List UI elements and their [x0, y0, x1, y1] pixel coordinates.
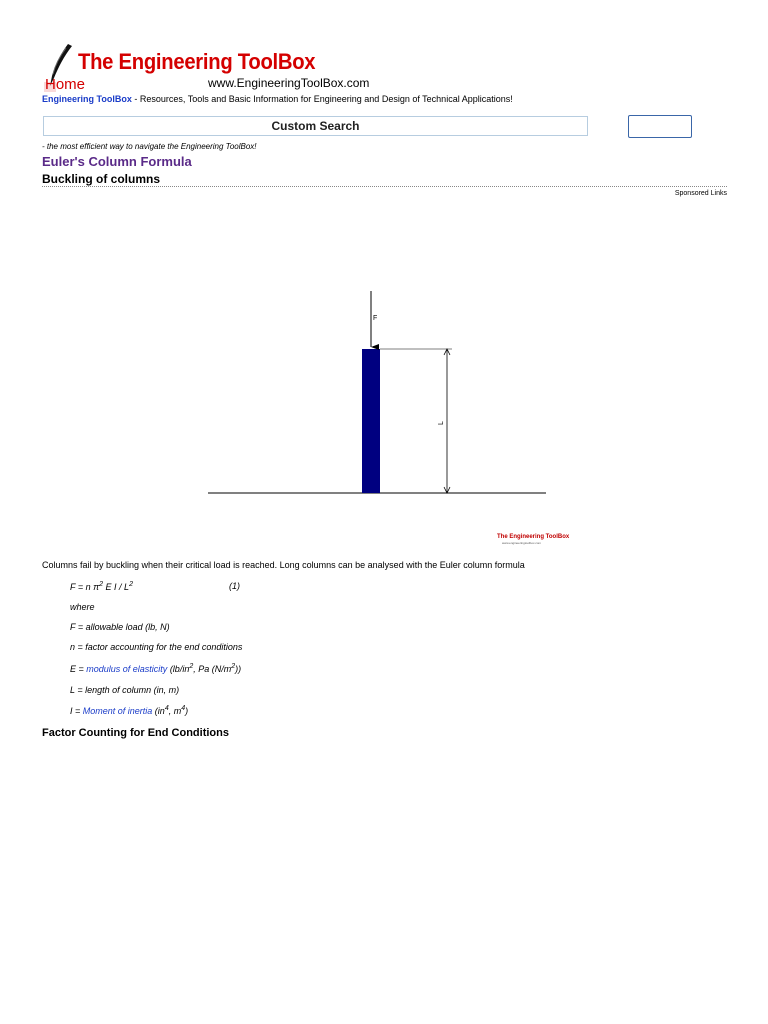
column	[362, 349, 380, 493]
divider	[42, 186, 727, 187]
definition-e: E = modulus of elasticity ($lb/in^2$, Pa $(N/m^2)$)	[70, 663, 242, 674]
custom-search-label: Custom Search	[271, 119, 360, 133]
definition-f: F = allowable load (lb, N)	[70, 622, 170, 632]
site-url: www.EngineeringToolBox.com	[208, 76, 370, 90]
column-buckling-diagram	[200, 285, 570, 545]
page-title: Euler's Column Formula	[42, 154, 192, 169]
formula-number: (1)	[229, 581, 240, 591]
definition-l: L = length of column (in, m)	[70, 685, 180, 695]
modulus-of-elasticity-link[interactable]: modulus of elasticity	[86, 664, 168, 674]
sponsored-links-label: Sponsored Links	[674, 190, 727, 197]
euler-formula: F = n $\pi^2$ E I / $L^2$	[70, 581, 133, 592]
site-tagline	[42, 94, 513, 104]
home-link[interactable]: Home	[45, 76, 86, 93]
diagram-watermark-url: www.engineeringtoolbox.com	[502, 541, 542, 545]
moment-of-inertia-link[interactable]: Moment of inertia	[82, 706, 153, 716]
length-label: L	[438, 421, 445, 425]
where-label: where	[70, 602, 95, 612]
diagram-watermark: The Engineering ToolBox	[497, 534, 570, 540]
section-heading-end-conditions: Factor Counting for End Conditions	[42, 727, 229, 739]
navigation-hint: - the most efficient way to navigate the Engineering ToolBox!	[42, 142, 257, 151]
definition-i: I = Moment of inertia ($in^4$, $m^4$)	[70, 705, 189, 716]
tagline-text: - Resources, Tools and Basic Information for Engineering and Design of Technical Applications!	[131, 94, 513, 104]
force-label: F	[373, 315, 378, 322]
page-subtitle: Buckling of columns	[42, 172, 161, 186]
custom-search-input[interactable]	[43, 116, 588, 136]
search-button[interactable]	[628, 115, 692, 138]
definition-n: n = factor accounting for the end conditions	[70, 642, 243, 652]
intro-paragraph: Columns fail by buckling when their critical load is reached. Long columns can be analysed with the Euler column formula	[42, 560, 525, 570]
engineering-toolbox-link[interactable]: Engineering ToolBox	[42, 94, 132, 104]
site-logo-title[interactable]: The Engineering ToolBox	[78, 49, 316, 74]
